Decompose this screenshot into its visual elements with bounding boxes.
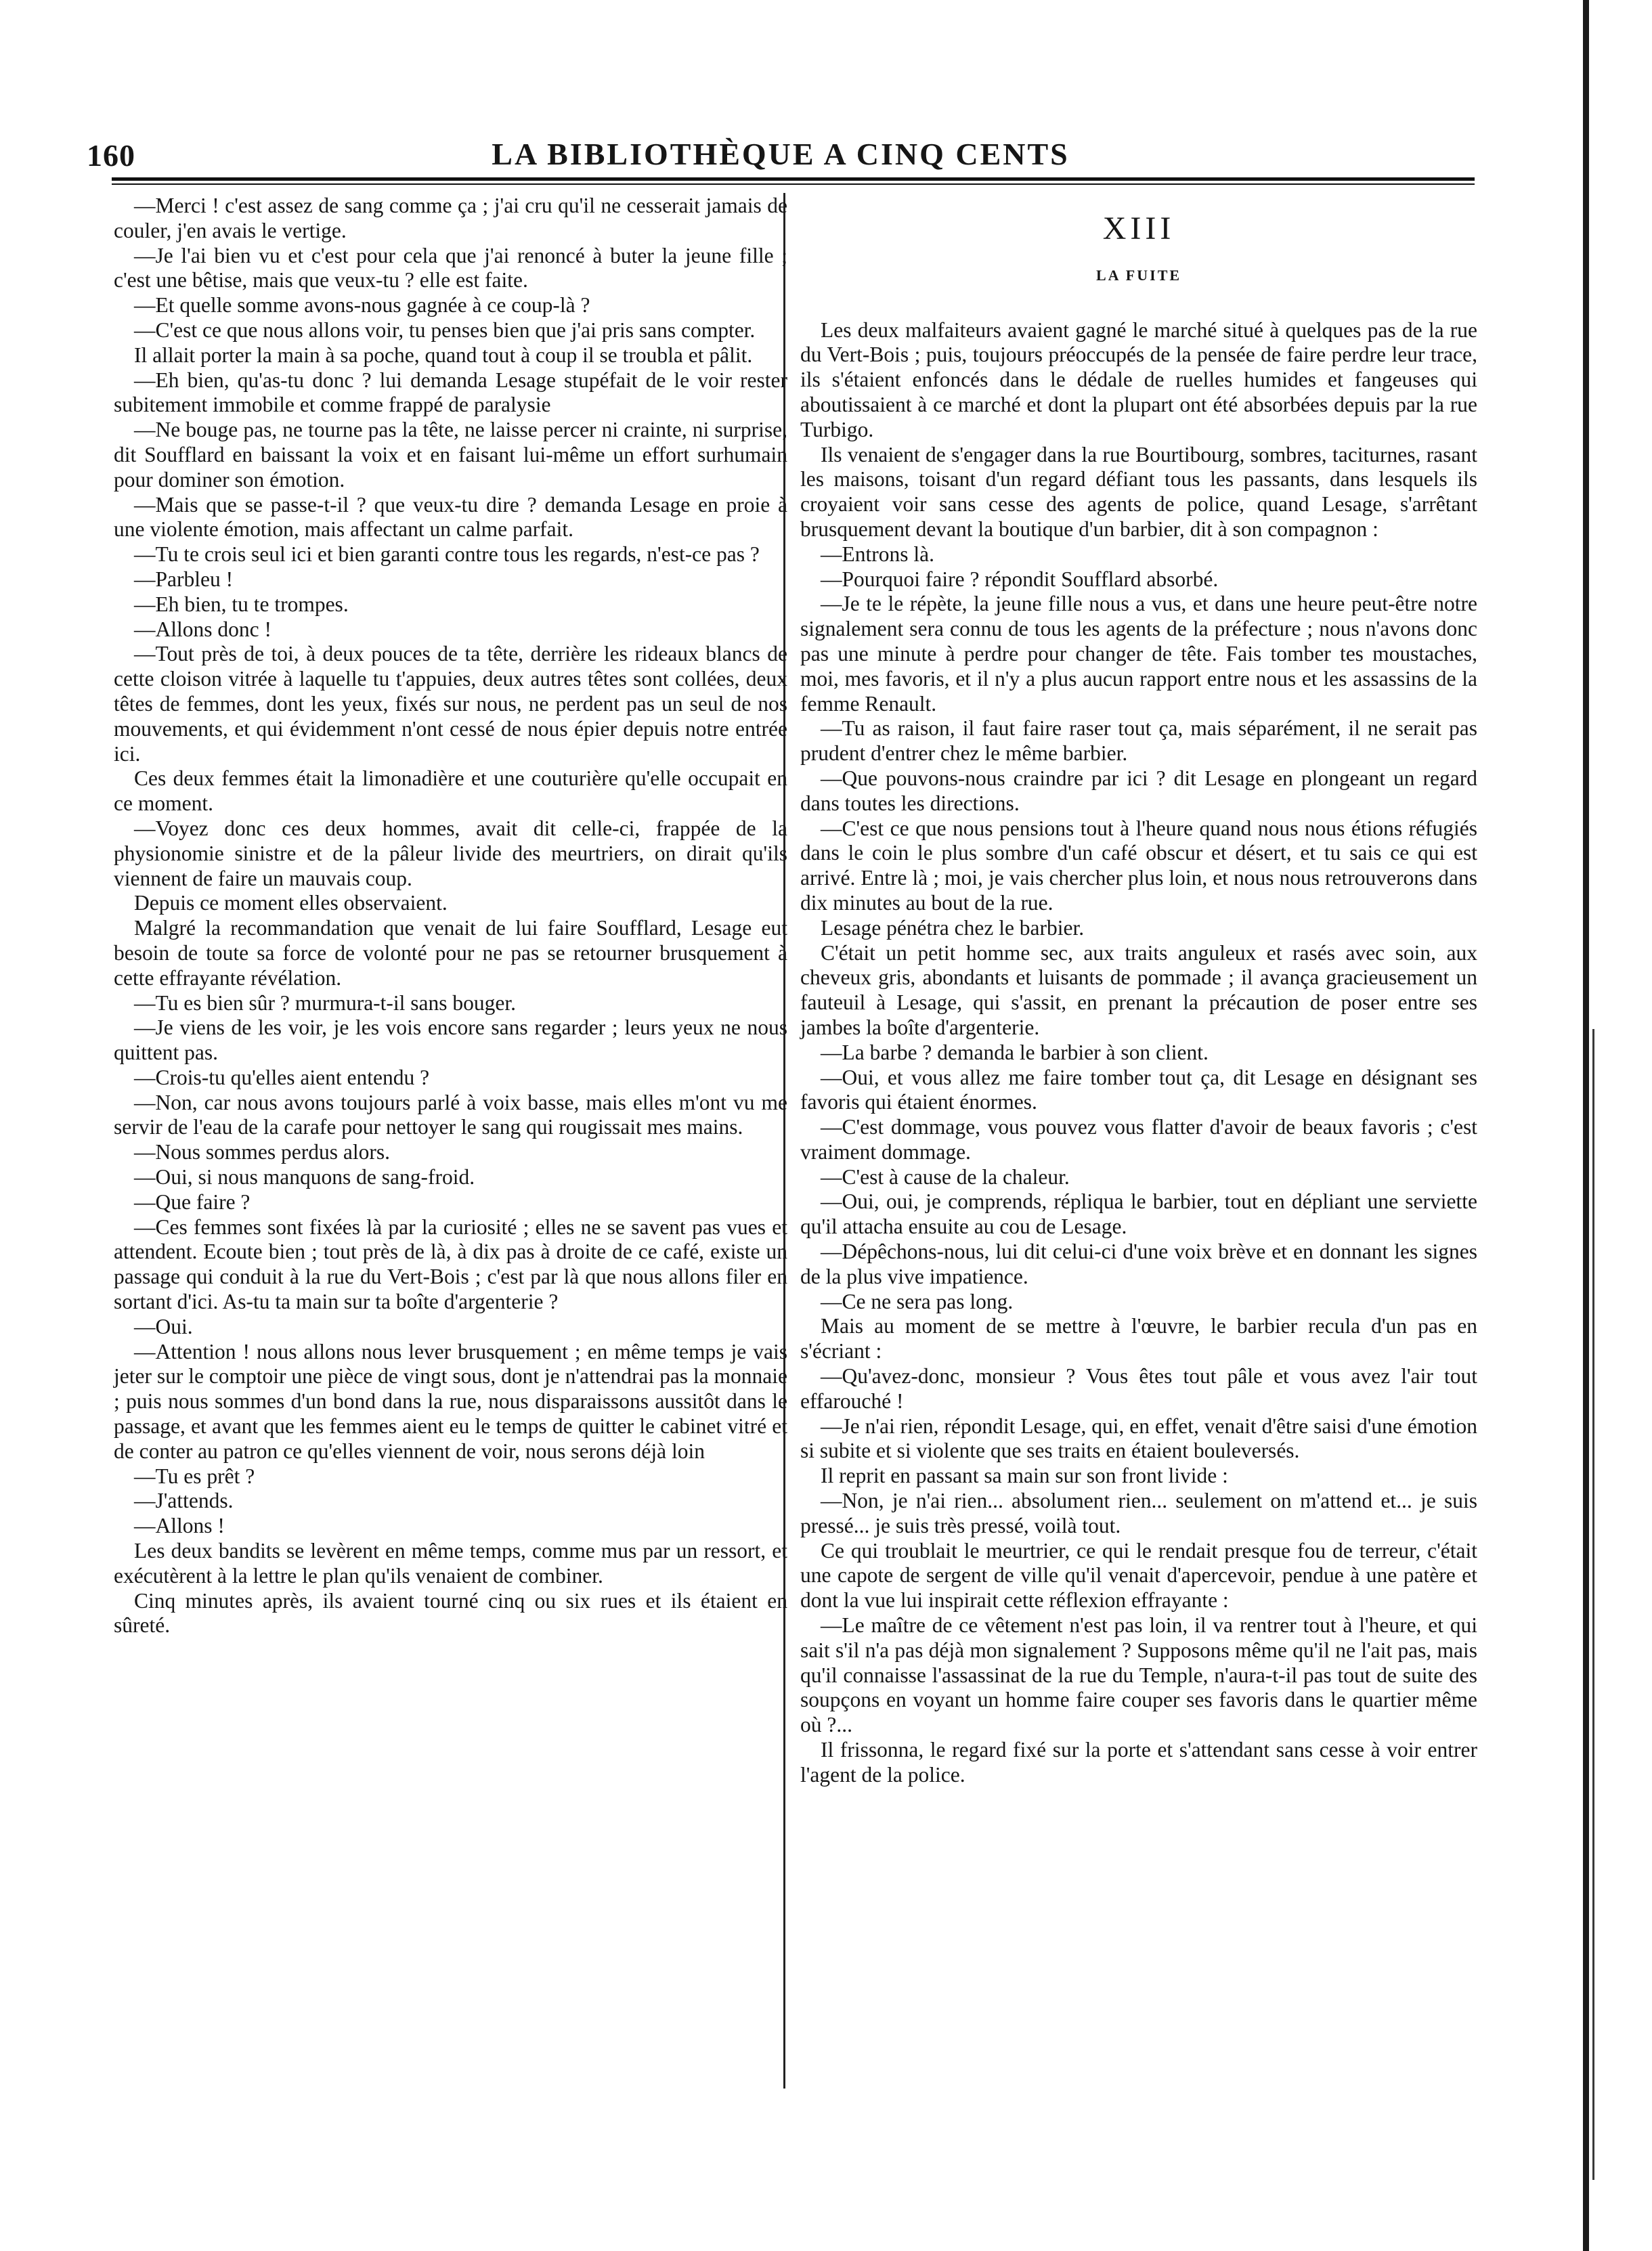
paragraph: —C'est ce que nous allons voir, tu penses bien que j'ai pris sans compter. [134,318,756,342]
paragraph: —Que faire ? [134,1189,251,1214]
page-header [87,132,1475,179]
paragraph: Cinq minutes après, ils avaient tourné cinq ou six rues et ils étaient en sûreté. [114,1588,787,1638]
paragraph: —Ce ne sera pas long. [821,1289,1014,1313]
paragraph: C'était un petit homme sec, aux traits anguleux et rasés avec soin, aux cheveux gris, abondants et luisants de pommade ; il avança gracieusement un fauteuil à Lesage, qui s'assit, en prenant la précaution de poser entre ses jambes la boîte d'argenterie. [800,940,1477,1039]
paragraph: —Dépêchons-nous, lui dit celui-ci d'une voix brève et en donnant les signes de la plus vive impatience. [800,1240,1477,1288]
paragraph: —Ces femmes sont fixées là par la curiosité ; elles ne se savent pas vues et attendent. Ecoute bien ; tout près de là, à dix pas à droite de ce café, existe un passage qui conduit à la rue du Vert-Bois ; c'est par là que nous allons filer en sortant d'ici. As-tu ta main sur ta boîte d'argenterie ? [114,1215,787,1314]
paragraph: —Et quelle somme avons-nous gagnée à ce coup-là ? [134,293,590,318]
paragraph: —Oui, si nous manquons de sang-froid. [134,1165,475,1189]
chapter-title: LA FUITE [1095,266,1182,284]
paragraph: —Allons donc ! [134,617,271,641]
binding-edge-shadow [1592,1029,1594,2180]
paragraph: —Merci ! c'est assez de sang comme ça ; j'ai cru qu'il ne cesserait jamais de couler, j'en avais le vertige. [114,194,787,242]
paragraph: Les deux malfaiteurs avaient gagné le marché situé à quelques pas de la rue du Vert-Bois ; puis, toujours préoccupés de la pensée de faire perdre leur trace, ils s'étaient enfoncés dans le dédale de ruelles humides et fangeuses qui aboutissaient à ce marché et dont la plupart ont été absorbées depuis par la rue Turbigo. [800,318,1477,441]
chapter-number: XIII [1102,211,1175,246]
paragraph: —Allons ! [134,1514,225,1538]
paragraph: —Que pouvons-nous craindre par ici ? dit Lesage en plongeant un regard dans toutes les directions. [800,766,1477,815]
paragraph: Il reprit en passant sa main sur son front livide : [821,1464,1228,1488]
paragraph: Les deux bandits se levèrent en même temps, comme mus par un ressort, et exécutèrent à la lettre le plan qu'ils venaient de combiner. [114,1539,787,1588]
paragraph: —J'attends. [134,1489,234,1513]
paragraph: —Le maître de ce vêtement n'est pas loin, il va rentrer tout à l'heure, et qui sait s'il n'a pas déjà mon signalement ? Supposons même qu'il ne l'ait pas, mais qu'il connaisse l'assassinat de la rue du Temple, n'aura-t-il pas tout de suite des soupçons en voyant un homme faire couper ses favoris dans le quartier même où ?... [800,1613,1477,1737]
paragraph: —Entrons là. [821,542,934,566]
paragraph: —Tu as raison, il faut faire raser tout ça, mais séparément, il ne serait pas prudent d'entrer chez le même barbier. [800,716,1477,766]
paragraph: Lesage pénétra chez le barbier. [821,915,1085,940]
paragraph: —C'est dommage, vous pouvez vous flatter d'avoir de beaux favoris ; c'est vraiment dommage. [800,1115,1477,1164]
paragraph: —Je n'ai rien, répondit Lesage, qui, en effet, venait d'être saisi d'une émotion si subite et si violente que ses traits en étaient bouleversés. [800,1414,1477,1463]
binding-edge [1583,0,1589,2251]
paragraph: —Eh bien, tu te trompes. [134,592,349,616]
paragraph: —Tu es bien sûr ? murmura-t-il sans bouger. [134,990,517,1015]
paragraph: —Oui. [134,1314,193,1338]
right-column-text [800,318,1477,1788]
page-number: 160 [87,138,135,173]
paragraph: —Je l'ai bien vu et c'est pour cela que j'ai renoncé à buter la jeune fille ; c'est une bêtise, mais que veux-tu ? elle est faite. [114,243,787,292]
paragraph: Ce qui troublait le meurtrier, ce qui le rendait presque fou de terreur, c'était une capote de sergent de ville qu'il venait d'apercevoir, pendue à une patère et dont la vue lui inspirait cette réflexion effrayante : [800,1538,1477,1613]
right-column [800,194,1477,1788]
paragraph: Depuis ce moment elles observaient. [134,891,448,915]
paragraph: Il frissonna, le regard fixé sur la porte et s'attendant sans cesse à voir entrer l'agent de la police. [800,1738,1477,1787]
running-title: LA BIBLIOTHÈQUE A CINQ CENTS [492,137,1070,171]
paragraph: —Tout près de toi, à deux pouces de ta tête, derrière les rideaux blancs de cette cloison vitrée à laquelle tu t'appuies, deux autres têtes sont collées, deux têtes de femmes, dont les yeux, fixés sur nous, ne perdent pas un seul de nos mouvements, et qui évidemment n'ont cessé de nous épier depuis notre entrée ici. [114,642,787,766]
paragraph: —Oui, oui, je comprends, répliqua le barbier, tout en dépliant une serviette qu'il attacha ensuite au cou de Lesage. [800,1189,1477,1239]
paragraph: —Je viens de les voir, je les vois encore sans regarder ; leurs yeux ne nous quittent pas. [114,1015,787,1065]
paragraph: —Oui, et vous allez me faire tomber tout ça, dit Lesage en désignant ses favoris qui étaient énormes. [800,1065,1477,1114]
header-rule [112,177,1475,181]
paragraph: —Parbleu ! [134,567,234,591]
paragraph: Ils venaient de s'engager dans la rue Bourtibourg, sombres, taciturnes, rasant les maisons, toisant d'un regard défiant tous les passants, dans lesquels ils croyaient voir sans cesse des agents de police, quand Lesage, s'arrêtant brusquement devant la boutique d'un barbier, dit à son compagnon : [800,442,1477,541]
paragraph: —Tu es prêt ? [134,1464,255,1488]
paragraph: Ces deux femmes était la limonadière et une couturière qu'elle occupait en ce moment. [114,766,787,816]
paragraph: —Voyez donc ces deux hommes, avait dit celle-ci, frappée de la physionomie sinistre et de la pâleur livide des meurtriers, on dirait qu'ils viennent de faire un mauvais coup. [114,816,787,890]
header-rule-thin [112,183,1475,185]
paragraph: —Crois-tu qu'elles aient entendu ? [134,1065,430,1089]
left-column [114,194,787,1638]
paragraph: —C'est ce que nous pensions tout à l'heure quand nous nous étions réfugiés dans le coin le plus sombre d'un café obscur et désert, et tu sais ce qui est arrivé. Entre là ; moi, je vais chercher plus loin, et nous nous retrouverons dans dix minutes au bout de la rue. [800,816,1477,915]
paragraph: —Nous sommes perdus alors. [134,1140,390,1164]
paragraph: —Attention ! nous allons nous lever brusquement ; en même temps je vais jeter sur le comptoir une pièce de vingt sous, dont je n'attendrai pas la monnaie ; puis nous sommes d'un bond dans la rue, nous disparaissons aussitôt dans le passage, et avant que les femmes aient eu le temps de quitter le cabinet vitré et de conter au patron ce qu'elles viennent de voir, nous serons déjà loin [114,1339,788,1463]
paragraph: Il allait porter la main à sa poche, quand tout à coup il se troubla et pâlit. [134,343,753,367]
paragraph: —Ne bouge pas, ne tourne pas la tête, ne laisse percer ni crainte, ni surprise, dit Soufflard en baissant la voix et en faisant lui-même un effort surhumain pour dominer son émotion. [114,418,787,491]
paragraph: Mais au moment de se mettre à l'œuvre, le barbier recula d'un pas en s'écriant : [800,1314,1477,1363]
paragraph: —Non, car nous avons toujours parlé à voix basse, mais elles m'ont vu me servir de l'eau de la carafe pour nettoyer le sang qui rougissait mes mains. [114,1090,787,1139]
paragraph: —Pourquoi faire ? répondit Soufflard absorbé. [821,567,1219,591]
paragraph: —Eh bien, qu'as-tu donc ? lui demanda Lesage stupéfait de le voir rester subitement immobile et comme frappé de paralysie [114,368,787,417]
paragraph: Malgré la recommandation que venait de lui faire Soufflard, Lesage eut besoin de toute sa force de volonté pour ne pas se retourner brusquement à cette effrayante révélation. [114,916,787,990]
paragraph: —Mais que se passe-t-il ? que veux-tu dire ? demanda Lesage en proie à une violente émotion, mais affectant un calme parfait. [114,492,787,542]
paragraph: —Non, je n'ai rien... absolument rien... seulement on m'attend et... je suis pressé... je suis très pressé, voilà tout. [800,1489,1477,1537]
paragraph: —Tu te crois seul ici et bien garanti contre tous les regards, n'est-ce pas ? [134,542,760,567]
paragraph: —C'est à cause de la chaleur. [821,1164,1070,1189]
paragraph: —Qu'avez-donc, monsieur ? Vous êtes tout pâle et vous avez l'air tout effarouché ! [800,1364,1477,1413]
paragraph: —Je te le répète, la jeune fille nous a vus, et dans une heure peut-être notre signalement sera connu de tous les agents de la préfecture ; nous n'avons donc pas une minute à perdre pour changer de tête. Fais tomber tes moustaches, moi, mes favoris, et il n'y a plus aucun rapport entre nous et les assassins de la femme Renault. [800,592,1477,716]
paragraph: —La barbe ? demanda le barbier à son client. [821,1040,1209,1064]
